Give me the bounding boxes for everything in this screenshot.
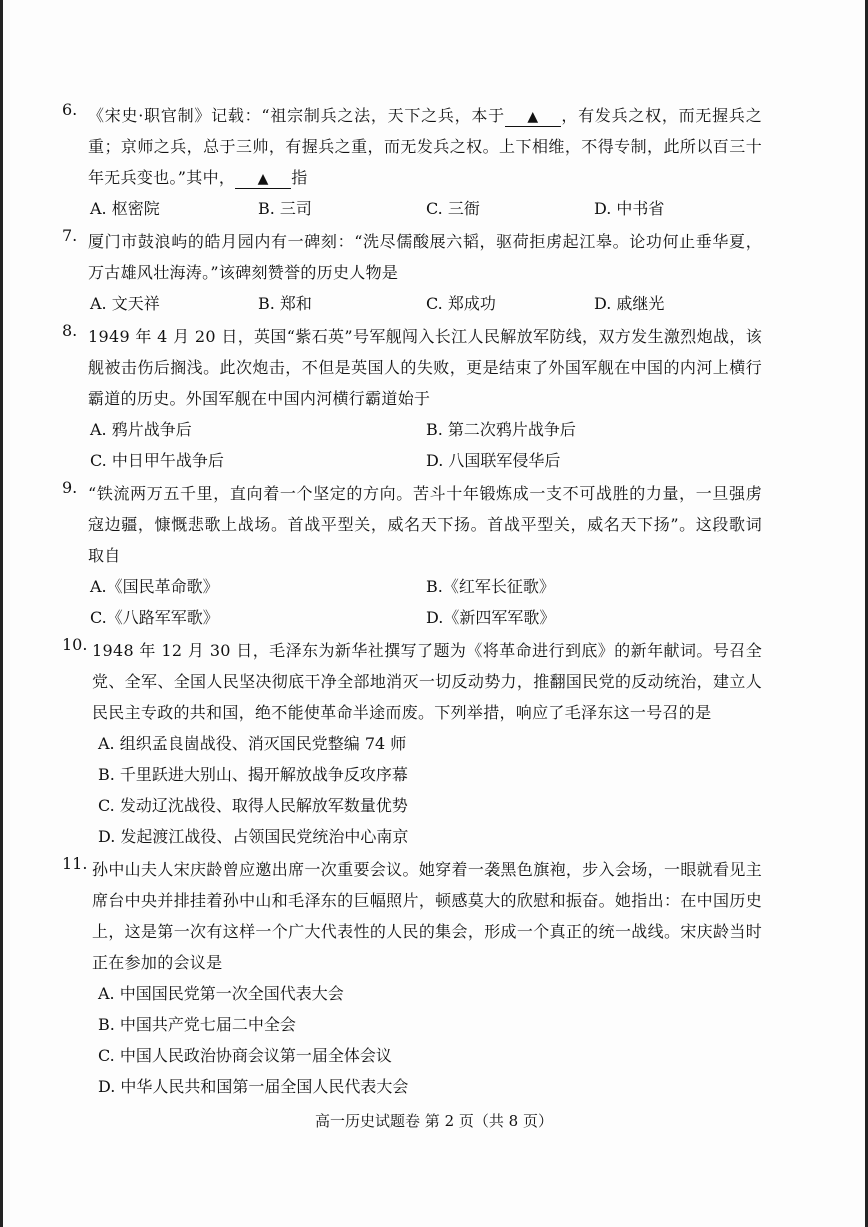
question-text: 1949 年 4 月 20 日，英国“紫石英”号军舰闯入长江人民解放军防线，双方发生激烈炮战，该舰被击伤后搁浅。此次炮击，不但是英国人的失败，更是结束了外国军舰在中国的内河上横行霸道的历史。外国军舰在中国内河横行霸道始于 <box>88 327 762 408</box>
options-row-1 <box>90 414 762 445</box>
question-10 <box>62 635 762 852</box>
question-text-part: 指 <box>291 168 308 187</box>
question-text <box>88 100 762 193</box>
question-6 <box>62 100 762 224</box>
option-a[interactable]: A. 文天祥 <box>90 294 160 313</box>
option-c[interactable]: C. 郑成功 <box>426 294 496 313</box>
question-8 <box>62 321 762 476</box>
question-number: 11. <box>62 854 88 873</box>
option-d[interactable]: D. 八国联军侵华后 <box>426 451 561 470</box>
options <box>98 978 762 1102</box>
option-c[interactable]: C. 中国人民政治协商会议第一届全体会议 <box>98 1046 392 1065</box>
option-d[interactable]: D.《新四军军歌》 <box>426 608 556 627</box>
question-number: 8. <box>62 321 78 340</box>
option-b[interactable]: B. 郑和 <box>258 294 312 313</box>
options <box>90 193 762 224</box>
question-11 <box>62 854 762 1102</box>
page-footer: 高一历史试题卷 第 2 页（共 8 页） <box>315 1112 553 1130</box>
scan-edge-left <box>0 0 3 1227</box>
option-a[interactable]: A.《国民革命歌》 <box>90 577 219 596</box>
option-a[interactable]: A. 组织孟良崮战役、消灭国民党整编 74 师 <box>98 734 407 753</box>
question-text-part: 《宋史·职官制》记载：“祖宗制兵之法，天下之兵，本于 <box>88 106 505 125</box>
option-a[interactable]: A. 枢密院 <box>90 199 160 218</box>
options <box>90 288 762 319</box>
option-b[interactable]: B.《红军长征歌》 <box>426 577 555 596</box>
question-number: 9. <box>62 478 78 497</box>
option-c[interactable]: C. 三衙 <box>426 199 480 218</box>
option-b[interactable]: B. 三司 <box>258 199 312 218</box>
answer-blank <box>505 107 561 127</box>
question-text-part: ，有发兵之权，而无握兵之重；京师之兵，总于三帅，有握兵之重，而无发兵之权。上下相维，不得专制，此所以百三十年无兵变也。”其中， <box>88 106 762 187</box>
options-row-1 <box>90 571 762 602</box>
options-row-2 <box>90 602 762 633</box>
option-a[interactable]: A. 鸦片战争后 <box>90 420 192 439</box>
options-row-2 <box>90 445 762 476</box>
question-number: 10. <box>62 635 88 654</box>
option-b[interactable]: B. 第二次鸦片战争后 <box>426 420 576 439</box>
option-b[interactable]: B. 千里跃进大别山、揭开解放战争反攻序幕 <box>98 765 408 784</box>
option-c[interactable]: C. 中日甲午战争后 <box>90 451 224 470</box>
option-c[interactable]: C.《八路军军歌》 <box>90 608 219 627</box>
question-7 <box>62 226 762 319</box>
question-text: 1948 年 12 月 30 日，毛泽东为新华社撰写了题为《将革命进行到底》的新年献词。号召全党、全军、全国人民坚决彻底干净全部地消灭一切反动势力，推翻国民党的反动统治，建立人民民主专政的共和国，绝不能使革命半途而废。下列举措，响应了毛泽东这一号召的是 <box>92 641 762 722</box>
question-text: “铁流两万五千里，直向着一个坚定的方向。苦斗十年锻炼成一支不可战胜的力量，一旦强虏寇边疆，慷慨悲歌上战场。首战平型关，威名天下扬。首战平型关，威名天下扬”。这段歌词取自 <box>88 484 762 565</box>
triangle-marker: ▲ <box>257 171 269 187</box>
questions-area <box>62 100 762 1102</box>
options <box>98 728 762 852</box>
answer-blank <box>235 169 291 189</box>
question-text: 厦门市鼓浪屿的皓月园内有一碑刻：“洗尽儒酸展六韬，驱荷拒虏起江皋。论功何止垂华夏，万古雄风壮海涛。”该碑刻赞誉的历史人物是 <box>88 232 762 282</box>
question-number: 6. <box>62 100 78 119</box>
option-d[interactable]: D. 中华人民共和国第一届全国人民代表大会 <box>98 1077 409 1096</box>
option-c[interactable]: C. 发动辽沈战役、取得人民解放军数量优势 <box>98 796 408 815</box>
option-a[interactable]: A. 中国国民党第一次全国代表大会 <box>98 984 344 1003</box>
question-9 <box>62 478 762 633</box>
question-number: 7. <box>62 226 78 245</box>
triangle-marker: ▲ <box>527 109 539 125</box>
question-text: 孙中山夫人宋庆龄曾应邀出席一次重要会议。她穿着一袭黑色旗袍，步入会场，一眼就看见主席台中央并排挂着孙中山和毛泽东的巨幅照片，顿感莫大的欣慰和振奋。她指出：在中国历史上，这是第一次有这样一个广大代表性的人民的集会，形成一个真正的统一战线。宋庆龄当时正在参加的会议是 <box>92 860 762 972</box>
option-b[interactable]: B. 中国共产党七届二中全会 <box>98 1015 296 1034</box>
option-d[interactable]: D. 中书省 <box>594 199 665 218</box>
option-d[interactable]: D. 发起渡江战役、占领国民党统治中心南京 <box>98 827 409 846</box>
option-d[interactable]: D. 戚继光 <box>594 294 665 313</box>
